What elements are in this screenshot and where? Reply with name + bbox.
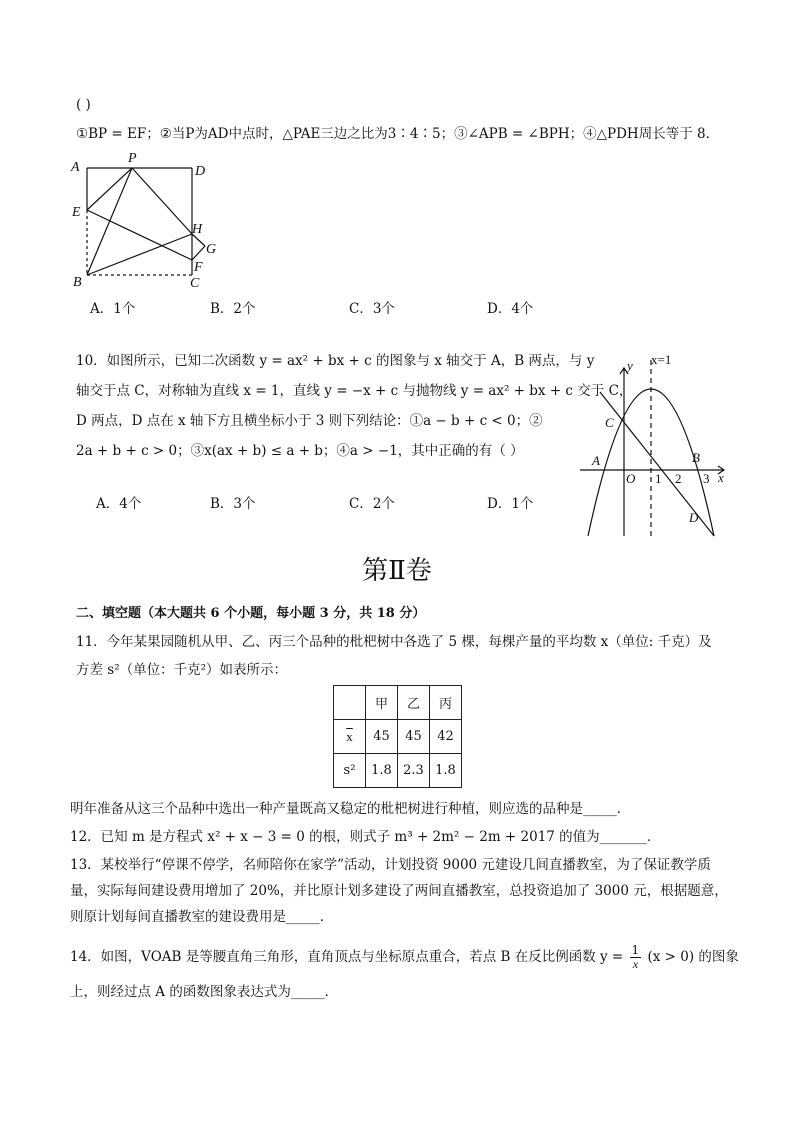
label-p: P <box>128 151 137 166</box>
label-g: G <box>206 242 217 257</box>
q10-option-a: A．4个 <box>96 496 142 512</box>
table-header-row <box>334 686 462 720</box>
label-x-axis: x <box>718 470 724 485</box>
label-a: A <box>71 160 80 175</box>
q10-option-b: B．3个 <box>210 496 256 512</box>
q10-line-4: 2a + b + c > 0；③x(ax + b) ≤ a + b；④a > −1，其中正确的有（ ） <box>76 443 524 459</box>
table-header-cell: 甲 <box>366 686 398 720</box>
row-label-mean: $\overline{x}$ <box>334 720 366 754</box>
segment-bh <box>87 234 192 275</box>
tick-label-1: 1 <box>655 471 662 486</box>
q10-option-c: C．2个 <box>349 496 395 512</box>
q14-text-part-1: 14．如图，VOAB 是等腰直角三角形，直角顶点与坐标原点重合，若点 B 在反比例函数 y = <box>70 949 624 965</box>
q10-line-3: D 两点，D 点在 x 轴下方且横坐标小于 3 则下列结论：①a − b + c < 0；② <box>76 413 543 429</box>
q10-parabola-graph <box>578 352 728 538</box>
label-e: E <box>72 205 81 220</box>
label-point-b: B <box>692 450 700 465</box>
q9-option-d: D．4个 <box>487 301 534 317</box>
q14-fraction <box>630 944 642 971</box>
q9-option-a: A．1个 <box>90 301 136 317</box>
label-y-axis: y <box>627 358 633 373</box>
q14-text-part-2: (x > 0) 的图象 <box>647 949 739 965</box>
label-point-a: A <box>592 453 600 468</box>
segment-pb <box>87 168 132 275</box>
segment-pe <box>87 168 132 210</box>
q9-conclusions: ①BP = EF；②当P为AD中点时，△PAE三边之比为3∶4∶5；③∠APB = ∠BPH；④△PDH周长等于 8． <box>76 126 720 142</box>
q14-line-2: 上，则经过点 A 的函数图象表达式为_____． <box>70 984 339 1000</box>
label-origin: O <box>626 471 636 486</box>
row-label-variance: s² <box>334 754 366 788</box>
q9-option-c: C．3个 <box>349 301 395 317</box>
section-title: 第Ⅱ卷 <box>362 556 432 586</box>
table-cell: 1.8 <box>430 754 462 788</box>
fill-in-heading: 二、填空题（本大题共 6 个小题，每小题 3 分，共 18 分） <box>76 606 426 621</box>
fraction-numerator: 1 <box>631 943 640 957</box>
fraction-denominator: x <box>632 957 639 971</box>
tick-label-2: 2 <box>675 471 682 486</box>
q13-line-3: 则原计划每间直播教室的建设费用是_____． <box>70 909 334 925</box>
label-f: F <box>194 260 203 275</box>
answer-paren: ( ) <box>76 97 91 113</box>
q13-line-2: 量，实际每间建设费用增加了 20%，并比原计划多建设了两间直播教室，总投资追加了 3000 元，根据题意， <box>70 883 728 899</box>
q11-variety-table <box>333 685 462 788</box>
q9-square-figure <box>68 150 228 290</box>
label-h: H <box>192 222 203 237</box>
table-row <box>334 720 462 754</box>
q11-line-1: 11．今年某果园随机从甲、乙、丙三个品种的枇杷树中各选了 5 棵，每棵产量的平均数 x（单位: 千克）及 <box>76 634 712 650</box>
table-header-cell: 乙 <box>398 686 430 720</box>
segment-gf <box>192 246 205 260</box>
table-cell: 1.8 <box>366 754 398 788</box>
q14-line-1 <box>70 944 739 971</box>
tick-label-3: 3 <box>703 471 710 486</box>
q10-line-1: 10．如图所示，已知二次函数 y = ax² + bx + c 的图象与 x 轴交于 A，B 两点，与 y <box>76 353 595 369</box>
q13-line-1: 13．某校举行“停课不停学，名师陪你在家学”活动，计划投资 9000 元建设几间直播教室，为了保证教学质 <box>70 857 711 873</box>
segment-ph <box>132 168 192 234</box>
q11-line-3: 明年准备从这三个品种中选出一种产量既高又稳定的枇杷树进行种植，则应选的品种是_____． <box>70 801 631 817</box>
q9-option-b: B．2个 <box>210 301 256 317</box>
table-cell: 42 <box>430 720 462 754</box>
label-c: C <box>190 276 200 290</box>
table-cell: 2.3 <box>398 754 430 788</box>
q10-option-d: D．1个 <box>487 496 534 512</box>
table-row <box>334 754 462 788</box>
label-d: D <box>195 164 206 179</box>
q11-line-2: 方差 s²（单位：千克²）如表所示： <box>76 662 288 678</box>
label-point-d: D <box>689 510 699 525</box>
table-cell: 45 <box>366 720 398 754</box>
q12-text: 12．已知 m 是方程式 x² + x − 3 = 0 的根，则式子 m³ + 2m² − 2m + 2017 的值为_______． <box>70 829 661 845</box>
label-point-c: C <box>605 415 614 430</box>
table-header-cell: 丙 <box>430 686 462 720</box>
table-header-cell <box>334 686 366 720</box>
label-x-equals-1: x=1 <box>651 352 672 367</box>
label-b: B <box>73 275 82 290</box>
table-cell: 45 <box>398 720 430 754</box>
q10-line-2: 轴交于点 C，对称轴为直线 x = 1，直线 y = −x + c 与抛物线 y = ax² + bx + c 交于 C， <box>76 383 633 399</box>
